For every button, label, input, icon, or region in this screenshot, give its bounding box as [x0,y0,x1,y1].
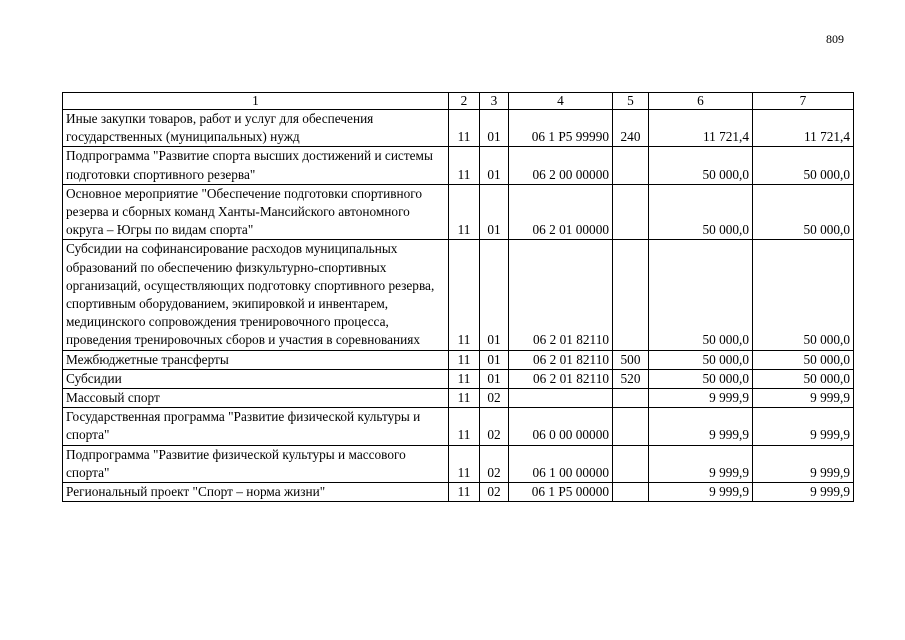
expense-type-cell [613,445,649,482]
table-row [63,110,854,147]
item-name-cell: Субсидии на софинансирование расходов муниципальных образований по обеспечению физкультурно-спортивных организаций, осуществляющих подготовку спортивного резерва, спортивным оборудованием, экипировкой и инвентарем, медицинского сопровождения тренировочного процесса, проведения тренировочных сборов и участия в соревнованиях [63,240,449,350]
section-code-cell: 11 [449,408,480,445]
amount-cell: 50 000,0 [649,147,753,184]
header-cell: 6 [649,93,753,110]
item-name-cell: Массовый спорт [63,389,449,408]
subsection-code-cell: 01 [480,110,509,147]
subsection-code-cell: 01 [480,350,509,369]
table-row [63,240,854,350]
amount-cell: 50 000,0 [649,240,753,350]
table-row [63,184,854,240]
table-row [63,408,854,445]
budget-table [62,92,854,502]
amount-cell: 11 721,4 [649,110,753,147]
table-row [63,389,854,408]
section-code-cell: 11 [449,110,480,147]
expense-type-cell: 500 [613,350,649,369]
item-name-cell: Подпрограмма "Развитие физической культуры и массового спорта" [63,445,449,482]
header-cell: 2 [449,93,480,110]
amount-cell: 9 999,9 [753,445,854,482]
section-code-cell: 11 [449,389,480,408]
header-cell: 5 [613,93,649,110]
section-code-cell: 11 [449,240,480,350]
amount-cell: 50 000,0 [753,147,854,184]
target-article-cell: 06 1 P5 99990 [509,110,613,147]
amount-cell: 9 999,9 [753,408,854,445]
item-name-cell: Межбюджетные трансферты [63,350,449,369]
table-row [63,445,854,482]
subsection-code-cell: 01 [480,369,509,388]
table-row [63,369,854,388]
subsection-code-cell: 02 [480,408,509,445]
target-article-cell: 06 0 00 00000 [509,408,613,445]
item-name-cell: Региональный проект "Спорт – норма жизни" [63,483,449,502]
item-name-cell: Иные закупки товаров, работ и услуг для обеспечения государственных (муниципальных) нужд [63,110,449,147]
amount-cell: 50 000,0 [753,184,854,240]
item-name-cell: Субсидии [63,369,449,388]
section-code-cell: 11 [449,184,480,240]
header-cell: 3 [480,93,509,110]
amount-cell: 9 999,9 [753,389,854,408]
target-article-cell: 06 2 00 00000 [509,147,613,184]
amount-cell: 50 000,0 [753,350,854,369]
item-name-cell: Государственная программа "Развитие физической культуры и спорта" [63,408,449,445]
target-article-cell [509,389,613,408]
expense-type-cell: 520 [613,369,649,388]
amount-cell: 50 000,0 [649,184,753,240]
section-code-cell: 11 [449,483,480,502]
table-row [63,147,854,184]
amount-cell: 9 999,9 [649,408,753,445]
target-article-cell: 06 2 01 00000 [509,184,613,240]
amount-cell: 11 721,4 [753,110,854,147]
expense-type-cell [613,389,649,408]
header-cell: 1 [63,93,449,110]
subsection-code-cell: 02 [480,445,509,482]
target-article-cell: 06 1 00 00000 [509,445,613,482]
expense-type-cell [613,408,649,445]
item-name-cell: Подпрограмма "Развитие спорта высших достижений и системы подготовки спортивного резерва" [63,147,449,184]
subsection-code-cell: 01 [480,184,509,240]
amount-cell: 9 999,9 [753,483,854,502]
target-article-cell: 06 2 01 82110 [509,350,613,369]
section-code-cell: 11 [449,350,480,369]
subsection-code-cell: 01 [480,240,509,350]
subsection-code-cell: 01 [480,147,509,184]
expense-type-cell [613,147,649,184]
amount-cell: 9 999,9 [649,483,753,502]
amount-cell: 9 999,9 [649,389,753,408]
amount-cell: 50 000,0 [753,240,854,350]
target-article-cell: 06 2 01 82110 [509,240,613,350]
subsection-code-cell: 02 [480,483,509,502]
section-code-cell: 11 [449,445,480,482]
amount-cell: 9 999,9 [649,445,753,482]
amount-cell: 50 000,0 [753,369,854,388]
expense-type-cell [613,184,649,240]
table-row [63,483,854,502]
target-article-cell: 06 1 P5 00000 [509,483,613,502]
expense-type-cell [613,483,649,502]
expense-type-cell [613,240,649,350]
amount-cell: 50 000,0 [649,369,753,388]
section-code-cell: 11 [449,369,480,388]
header-cell: 7 [753,93,854,110]
page-number: 809 [826,32,844,46]
section-code-cell: 11 [449,147,480,184]
target-article-cell: 06 2 01 82110 [509,369,613,388]
amount-cell: 50 000,0 [649,350,753,369]
table-row [63,350,854,369]
header-row [63,93,854,110]
expense-type-cell: 240 [613,110,649,147]
item-name-cell: Основное мероприятие "Обеспечение подготовки спортивного резерва и сборных команд Ханты-Мансийского автономного округа – Югры по видам спорта" [63,184,449,240]
subsection-code-cell: 02 [480,389,509,408]
header-cell: 4 [509,93,613,110]
